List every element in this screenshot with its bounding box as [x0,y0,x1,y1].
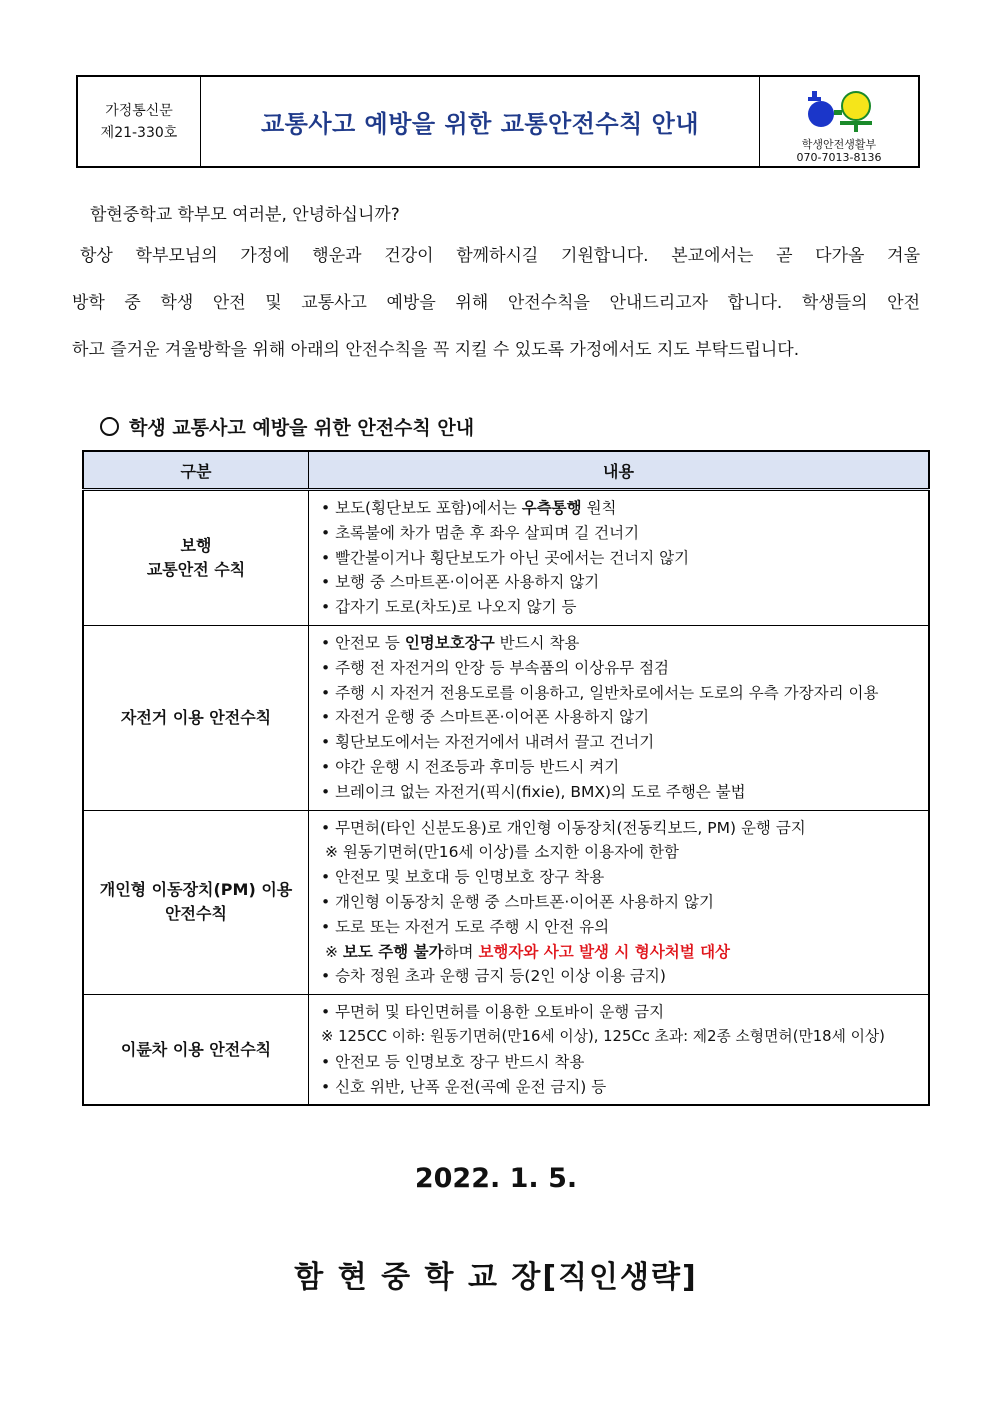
section-title: 학생 교통사고 예방을 위한 안전수칙 안내 [129,417,475,439]
content-motorcycle [309,995,930,1106]
list-item: • 안전모 등 인명보호 장구 반드시 착용 [321,1052,585,1071]
list-item: • 야간 운행 시 전조등과 후미등 반드시 켜기 [321,757,620,776]
list-item: • 브레이크 없는 자전거(픽시(fixie), BMX)의 도로 주행은 불법 [321,782,746,801]
list-item: • 횡단보도에서는 자전거에서 내려서 끌고 건너기 [321,733,655,752]
list-item: • 주행 시 자전거 전용도로를 이용하고, 일반차로에서는 도로의 우측 가장자리 이용 [321,683,879,702]
category-label: 보행 [180,535,212,555]
department-phone: 070-7013-8136 [796,151,882,164]
header-category: 구분 [83,451,309,490]
table-row [83,625,929,810]
item-text: 반드시 착용 [494,633,580,652]
list-item: ※ 원동기면허(만16세 이상)를 소지한 이용자에 한함 [325,843,679,862]
item-emphasis: 우측통행 [521,499,582,517]
category-label: 자전거 이용 안전수칙 [120,707,272,727]
category-pm [83,810,309,995]
list-item: • 주행 전 자전거의 안장 등 부속품의 이상유무 점검 [321,658,670,677]
section-heading [100,413,474,440]
item-emphasis: 보도 주행 불가 [342,942,444,961]
list-item: ※ 125CC 이하: 원동기면허(만16세 이상), 125Cc 초과: 제2종 소형면허(만18세 이상) [321,1027,885,1045]
list-item [321,496,920,521]
item-text: 하며 [443,942,479,961]
intro-paragraph [72,233,920,374]
list-item: • 무면허(타인 신분도용)로 개인형 이동장치(전동킥보드, PM) 운행 금지 [321,818,806,837]
list-item: • 빨간불이거나 횡단보도가 아닌 곳에서는 건너지 않기 [321,548,690,567]
list-item [321,940,920,965]
category-bicycle [83,625,309,810]
category-label: 교통안전 수칙 [146,559,246,579]
item-warning: 보행자와 사고 발생 시 형사처벌 대상 [478,942,731,961]
list-item: • 안전모 및 보호대 등 인명보호 장구 착용 [321,868,605,887]
item-text: • 안전모 등 [321,633,405,652]
notice-type: 가정통신문 [105,102,173,119]
item-text: ※ [325,942,343,961]
category-label: 개인형 이동장치(PM) 이용 [99,880,293,900]
intro-line: 방학 중 학생 안전 및 교통사고 예방을 위해 안전수칙을 안내드리고자 합니다. 학생들의 안전 [72,293,920,313]
category-label: 이륜차 이용 안전수칙 [120,1039,272,1059]
list-item: • 승차 정원 초과 운행 금지 등(2인 이상 이용 금지) [321,967,666,986]
item-text: 원칙 [581,499,617,517]
list-item: • 신호 위반, 난폭 운전(곡예 운전 금지) 등 [321,1077,607,1096]
item-emphasis: 인명보호장구 [404,633,495,652]
category-motorcycle [83,995,309,1106]
school-logo-icon [804,88,874,134]
list-item: • 개인형 이동장치 운행 중 스마트폰·이어폰 사용하지 않기 [321,892,714,911]
category-walking [83,490,309,626]
notice-number: 제21-330호 [100,124,178,141]
list-item: • 도로 또는 자전거 도로 주행 시 안전 유의 [321,917,610,936]
page-title: 교통사고 예방을 위한 교통안전수칙 안내 [260,110,700,138]
intro-line: 하고 즐거운 겨울방학을 위해 아래의 안전수칙을 꼭 지킬 수 있도록 가정에서도 지도 부탁드립니다. [72,340,800,360]
list-item: • 갑자기 도로(차도)로 나오지 않기 등 [321,598,577,617]
content-walking [309,490,930,626]
item-text: • 보도(횡단보도 포함)에서는 [321,499,522,517]
list-item: • 보행 중 스마트폰·이어폰 사용하지 않기 [321,573,600,592]
table-row [83,995,929,1106]
list-item: • 자전거 운행 중 스마트폰·이어폰 사용하지 않기 [321,708,650,727]
table-row [83,810,929,995]
safety-rules-table [82,450,930,1106]
list-item: • 초록불에 차가 멈춘 후 좌우 살피며 길 건너기 [321,523,640,542]
document-date: 2022. 1. 5. [414,1163,578,1194]
table-header-row [83,451,929,490]
list-item: • 무면허 및 타인면허를 이용한 오토바이 운행 금지 [321,1003,665,1022]
category-label: 안전수칙 [165,904,227,924]
notice-header [76,75,920,168]
greeting: 함현중학교 학부모 여러분, 안녕하십니까? [90,205,400,225]
notice-number-cell [78,77,201,166]
intro-line: 항상 학부모님의 가정에 행운과 건강이 함께하시길 기원합니다. 본교에서는 곧 다가올 겨울 [80,246,920,266]
circle-bullet-icon [100,417,119,436]
content-pm [309,810,930,995]
department-name: 학생안전생활부 [801,138,877,151]
header-content: 내용 [309,451,930,490]
principal-signature: 함 현 중 학 교 장[직인생략] [294,1260,698,1295]
table-row [83,490,929,626]
department-cell [759,77,918,166]
content-bicycle [309,625,930,810]
list-item [321,631,920,656]
